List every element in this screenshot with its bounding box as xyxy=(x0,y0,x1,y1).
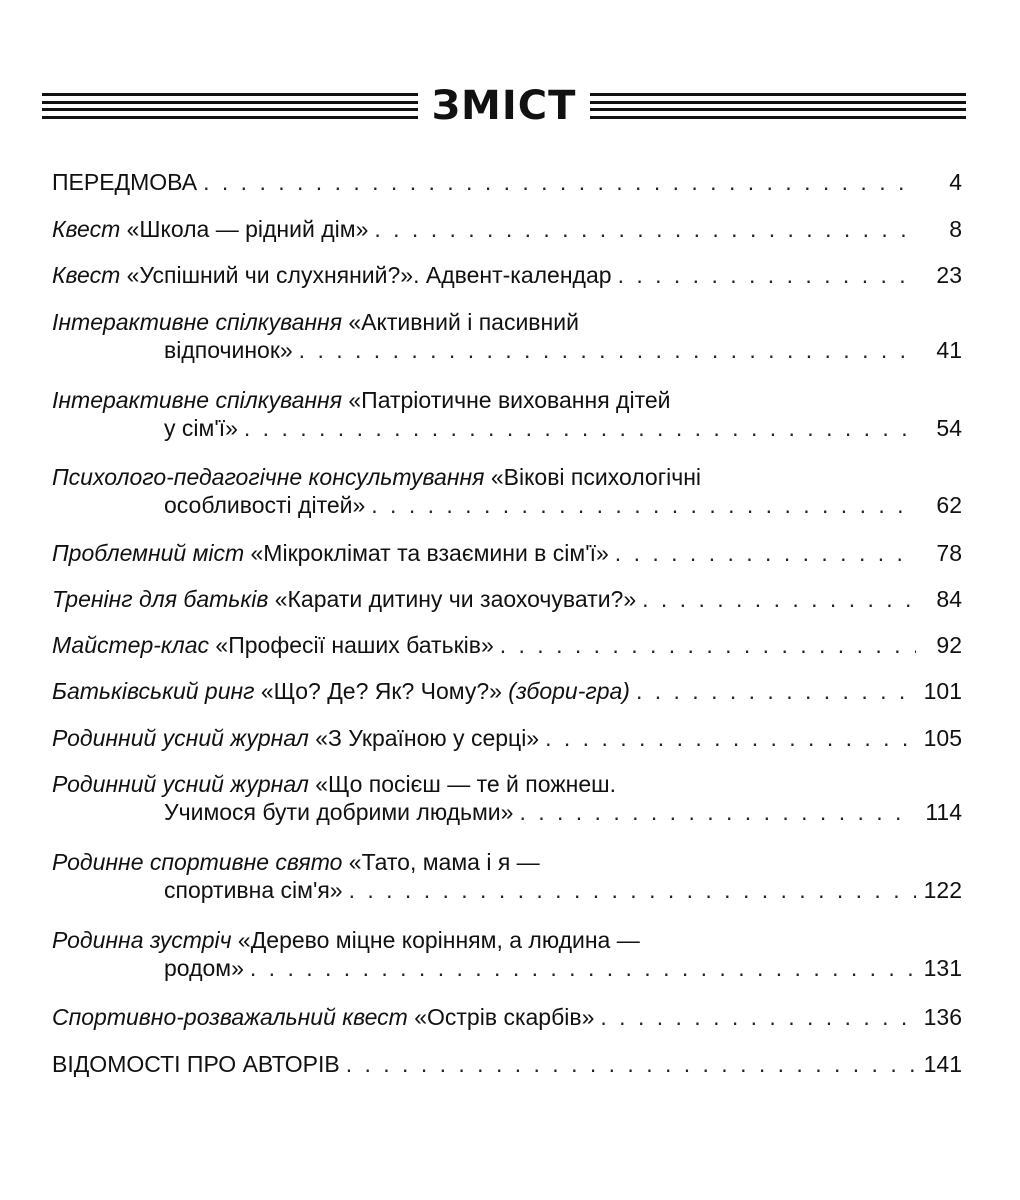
page-title: ЗМІСТ xyxy=(431,83,577,129)
page-number: 141 xyxy=(923,1051,962,1077)
toc-entry[interactable] xyxy=(52,215,962,243)
leader-dots xyxy=(600,1003,916,1031)
entry-text: «Професії наших батьків» xyxy=(215,632,494,658)
toc-entry[interactable] xyxy=(52,724,962,752)
entry-text: «З Україною у серці» xyxy=(315,725,540,751)
leader-dots xyxy=(374,215,916,243)
entry-text: «Що? Де? Як? Чому?» xyxy=(260,678,502,704)
entry-category: Квест xyxy=(52,216,121,242)
leader-dots xyxy=(244,414,916,442)
entry-text: «Що посієш — те й пожнеш. xyxy=(315,771,616,797)
entry-note: (збори-гра) xyxy=(508,678,630,704)
leader-dots xyxy=(371,491,916,519)
entry-text: «Острів скарбів» xyxy=(414,1004,595,1030)
leader-dots xyxy=(618,261,916,289)
toc-entry[interactable] xyxy=(52,539,962,567)
page-number: 41 xyxy=(936,337,962,363)
entry-category: Родинний усний журнал xyxy=(52,725,309,751)
page-number: 84 xyxy=(936,586,962,612)
toc-entry[interactable] xyxy=(52,926,962,982)
page-number: 101 xyxy=(923,678,962,704)
page-number: 122 xyxy=(923,877,962,903)
page-number: 78 xyxy=(936,540,962,566)
entry-text: «Вікові психологічні xyxy=(490,464,702,490)
entry-text: «Карати дитину чи заохочувати?» xyxy=(274,586,637,612)
entry-text-continued: відпочинок» xyxy=(164,337,293,363)
toc-entry[interactable] xyxy=(52,463,962,519)
entry-category: Батьківський ринг xyxy=(52,678,255,704)
entry-text-continued: Учимося бути добрими людьми» xyxy=(164,799,514,825)
entry-text-continued: особливості дітей» xyxy=(164,492,366,518)
entry-text: «Мікроклімат та взаємини в сім'ї» xyxy=(250,540,609,566)
page-number: 54 xyxy=(936,415,962,441)
entry-text-continued: родом» xyxy=(164,955,244,981)
entry-text: «Успішний чи слухняний?». Адвент-календар xyxy=(126,262,612,288)
page-number: 114 xyxy=(925,799,962,825)
toc-entry[interactable] xyxy=(52,631,962,659)
page-number: 105 xyxy=(923,725,962,751)
leader-dots xyxy=(615,539,916,567)
page-number: 131 xyxy=(923,955,962,981)
page-number: 136 xyxy=(923,1004,962,1030)
leader-dots xyxy=(519,798,916,826)
entry-text: ВІДОМОСТІ ПРО АВТОРІВ xyxy=(52,1051,340,1077)
entry-category: Тренінг для батьків xyxy=(52,586,269,612)
entry-category: Родинне спортивне свято xyxy=(52,849,343,875)
entry-text: «Патріотичне виховання дітей xyxy=(348,387,671,413)
toc-entry[interactable] xyxy=(52,585,962,613)
leader-dots xyxy=(250,954,916,982)
entry-category: Спортивно-розважальний квест xyxy=(52,1004,408,1030)
entry-text: «Школа — рідний дім» xyxy=(126,216,369,242)
entry-category: Родинний усний журнал xyxy=(52,771,309,797)
toc-entry[interactable] xyxy=(52,261,962,289)
entry-text: «Активний і пасивний xyxy=(348,309,579,335)
toc-entry-authors[interactable] xyxy=(52,1050,962,1078)
entry-category: Майстер-клас xyxy=(52,632,210,658)
leader-dots xyxy=(346,1050,916,1078)
leader-dots xyxy=(203,168,916,196)
entry-category: Проблемний міст xyxy=(52,540,245,566)
leader-dots xyxy=(545,724,916,752)
entry-text-continued: спортивна сім'я» xyxy=(164,877,343,903)
page-number: 8 xyxy=(949,216,962,242)
header-rule-left xyxy=(42,93,418,119)
entry-category: Інтерактивне спілкування xyxy=(52,387,342,413)
toc-entry[interactable] xyxy=(52,848,962,904)
entry-text: ПЕРЕДМОВА xyxy=(52,169,198,195)
toc-entry[interactable] xyxy=(52,677,962,705)
entry-category: Квест xyxy=(52,262,121,288)
toc-entry[interactable] xyxy=(52,308,962,364)
page-number: 4 xyxy=(949,169,962,195)
entry-text-continued: у сім'ї» xyxy=(164,415,238,441)
entry-category: Інтерактивне спілкування xyxy=(52,309,342,335)
page-number: 92 xyxy=(936,632,962,658)
leader-dots xyxy=(642,585,916,613)
page-number: 23 xyxy=(936,262,962,288)
leader-dots xyxy=(299,336,916,364)
leader-dots xyxy=(349,876,916,904)
entry-text: «Дерево міцне корінням, а людина — xyxy=(237,927,640,953)
entry-category: Психолого-педагогічне консультування xyxy=(52,464,485,490)
header-rule-right xyxy=(590,93,966,119)
toc-header xyxy=(42,78,966,134)
page-number: 62 xyxy=(936,492,962,518)
toc-entry[interactable] xyxy=(52,770,962,826)
leader-dots xyxy=(636,677,916,705)
entry-text: «Тато, мама і я — xyxy=(348,849,540,875)
toc-entry[interactable] xyxy=(52,386,962,442)
toc-entry-preface[interactable] xyxy=(52,168,962,196)
entry-category: Родинна зустріч xyxy=(52,927,232,953)
leader-dots xyxy=(500,631,916,659)
toc-entry[interactable] xyxy=(52,1003,962,1031)
